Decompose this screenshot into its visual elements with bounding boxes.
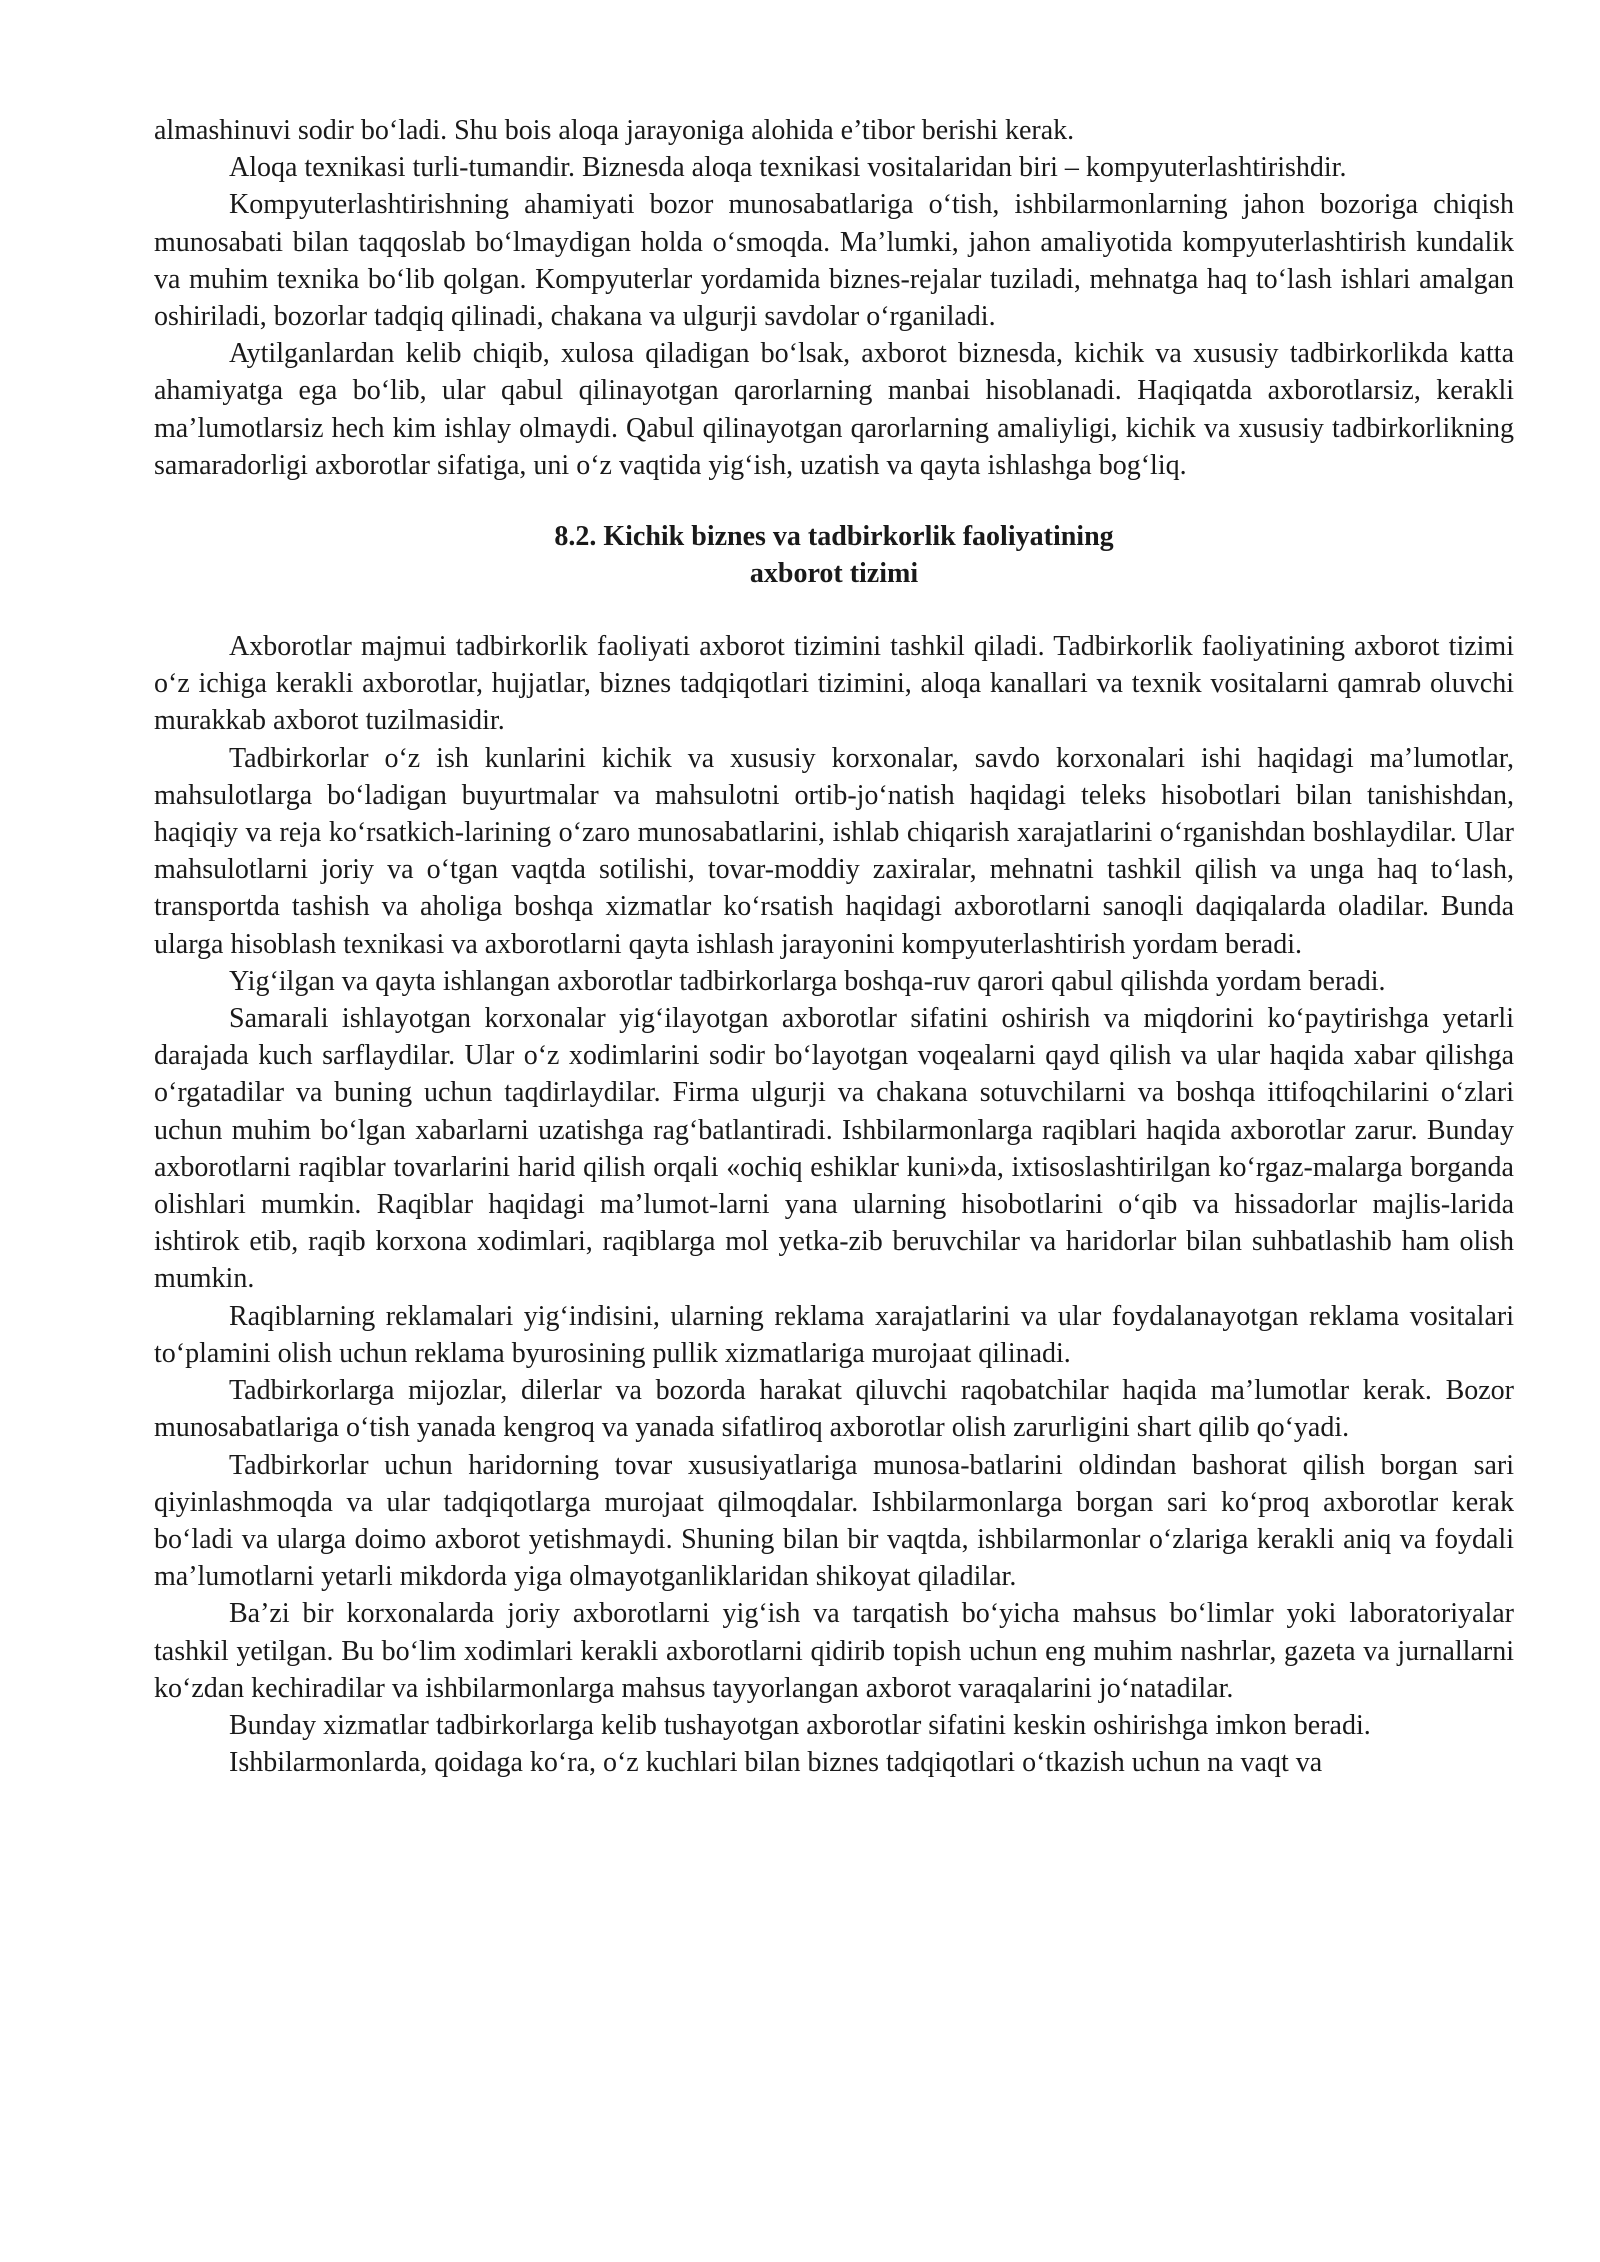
document-page [154,112,1514,1781]
paragraph: Tadbirkorlar o‘z ish kunlarini kichik va xususiy korxonalar, savdo korxonalari ishi haqidagi ma’lumotlar, mahsulotlarga bo‘ladigan buyurtmalar va mahsulotni ortib-jo‘natish haqidagi teleks hisobotlari bilan tanishishdan, haqiqiy va reja ko‘rsatkich-larining o‘zaro munosabatlarini, ishlab chiqarish xarajatlarini o‘rganishdan boshlaydilar. Ular mahsulotlarni joriy va o‘tgan vaqtda sotilishi, tovar-moddiy zaxiralar, mehnatni tashkil qilish va unga haq to‘lash, transportda tashish va aholiga boshqa xizmatlar ko‘rsatish haqidagi axborotlarni sanoqli daqiqalarda oladilar. Bunda ularga hisoblash texnikasi va axborotlarni qayta ishlash jarayonini kompyuterlashtirish yordam beradi. [154,742,1514,960]
section-title-line-2: axborot tizimi [749,558,919,590]
paragraph: Tadbirkorlar uchun haridorning tovar xususiyatlariga munosa-batlarini oldindan bashorat qilish borgan sari qiyinlashmoqda va ular tadqiqotlarga murojaat qilmoqdalar. Ishbilarmonlarga borgan sari ko‘proq axborotlar kerak bo‘ladi va ularga doimo axborot yetishmaydi. Shuning bilan bir vaqtda, ishbilarmonlar o‘zlariga kerakli aniq va foydali ma’lumotlarni yetarli mikdorda yiga olmayotganliklaridan shikoyat qiladilar. [154,1449,1514,1593]
paragraph: Kompyuterlashtirishning ahamiyati bozor munosabatlariga o‘tish, ishbilarmonlarning jahon bozoriga chiqish munosabati bilan taqqoslab bo‘lmaydigan holda o‘smoqda. Ma’lumki, jahon amaliyotida kompyuterlashtirish kundalik va muhim texnika bo‘lib qolgan. Kompyuterlar yordamida biznes-rejalar tuziladi, mehnatga haq to‘lash ishlari amalgan oshiriladi, bozorlar tadqiq qilinadi, chakana va ulgurji savdolar o‘rganiladi. [154,189,1514,333]
paragraph: Ishbilarmonlarda, qoidaga ko‘ra, o‘z kuchlari bilan biznes tadqiqotlari o‘tkazish uchun na vaqt va [229,1747,1323,1779]
paragraph: Ba’zi bir korxonalarda joriy axborotlarni yig‘ish va tarqatish bo‘yicha mahsus bo‘limlar yoki laboratoriyalar tashkil yetilgan. Bu bo‘lim xodimlari kerakli axborotlarni qidirib topish uchun eng muhim nashrlar, gazeta va jurnallarni ko‘zdan kechiradilar va ishbilarmonlarga mahsus tayyorlangan axborot varaqalarini jo‘natadilar. [154,1598,1514,1704]
section-title-line-1: 8.2. Kichik biznes va tadbirkorlik faoliyatining [554,521,1114,553]
section-heading [154,518,1514,592]
paragraph: Aytilganlardan kelib chiqib, xulosa qiladigan bo‘lsak, axborot biznesda, kichik va xususiy tadbirkorlikda katta ahamiyatga ega bo‘lib, ular qabul qilinayotgan qarorlarning manbai hisoblanadi. Haqiqatda axborotlarsiz, kerakli ma’lumotlarsiz hech kim ishlay olmaydi. Qabul qilinayotgan qarorlarning amaliyligi, kichik va xususiy tadbirkorlikning samaradorligi axborotlar sifatiga, uni o‘z vaqtida yig‘ish, uzatish va qayta ishlashga bog‘liq. [154,338,1514,481]
paragraph: Raqiblarning reklamalari yig‘indisini, ularning reklama xarajatlarini va ular foydalanayotgan reklama vositalari to‘plamini olish uchun reklama byurosining pullik xizmatlariga murojaat qilinadi. [154,1300,1514,1369]
paragraph: Samarali ishlayotgan korxonalar yig‘ilayotgan axborotlar sifatini oshirish va miqdorini ko‘paytirishga yetarli darajada kuch sarflaydilar. Ular o‘z xodimlarini sodir bo‘layotgan voqealarni qayd qilish va ular haqida xabar qilishga o‘rgatadilar va buning uchun taqdirlaydilar. Firma ulgurji va chakana sotuvchilarni va boshqa ittifoqchilarini o‘zlari uchun muhim bo‘lgan xabarlarni uzatishga rag‘batlantiradi. Ishbilarmonlarga raqiblari haqida axborotlar zarur. Bunday axborotlarni raqiblar tovarlarini harid qilish orqali «ochiq eshiklar kuni»da, ixtisoslashtirilgan ko‘rgaz-malarga borganda olishlari mumkin. Raqiblar haqidagi ma’lumot-larni yana ularning hisobotlarini o‘qib va hissadorlar majlis-larida ishtirok etib, raqib korxona xodimlari, raqiblarga mol yetka-zib beruvchilar va haridorlar bilan suhbatlashib ham olish mumkin. [154,1003,1514,1295]
paragraph: Bunday xizmatlar tadbirkorlarga kelib tushayotgan axborotlar sifatini keskin oshirishga imkon beradi. [229,1709,1371,1741]
paragraph: Axborotlar majmui tadbirkorlik faoliyati axborot tizimini tashkil qiladi. Tadbirkorlik faoliyatining axborot tizimi o‘z ichiga kerakli axborotlar, hujjatlar, biznes tadqiqotlari tizimini, aloqa kanallari va texnik vositalarni qamrab oluvchi murakkab axborot tuzilmasidir. [154,631,1514,737]
paragraph: Tadbirkorlarga mijozlar, dilerlar va bozorda harakat qiluvchi raqobatchilar haqida ma’lumotlar kerak. Bozor munosabatlariga o‘tish yanada kengroq va yanada sifatliroq axborotlar olish zarurligini shart qilib qo‘yadi. [154,1375,1514,1444]
paragraph: Yig‘ilgan va qayta ishlangan axborotlar tadbirkorlarga boshqa-ruv qarori qabul qilishda yordam beradi. [229,965,1386,997]
paragraph: Aloqa texnikasi turli-tumandir. Biznesda aloqa texnikasi vositalaridan biri – kompyuterlashtirishdir. [229,152,1347,184]
paragraph: almashinuvi sodir bo‘ladi. Shu bois aloqa jarayoniga alohida e’tibor berishi kerak. [154,115,1075,146]
